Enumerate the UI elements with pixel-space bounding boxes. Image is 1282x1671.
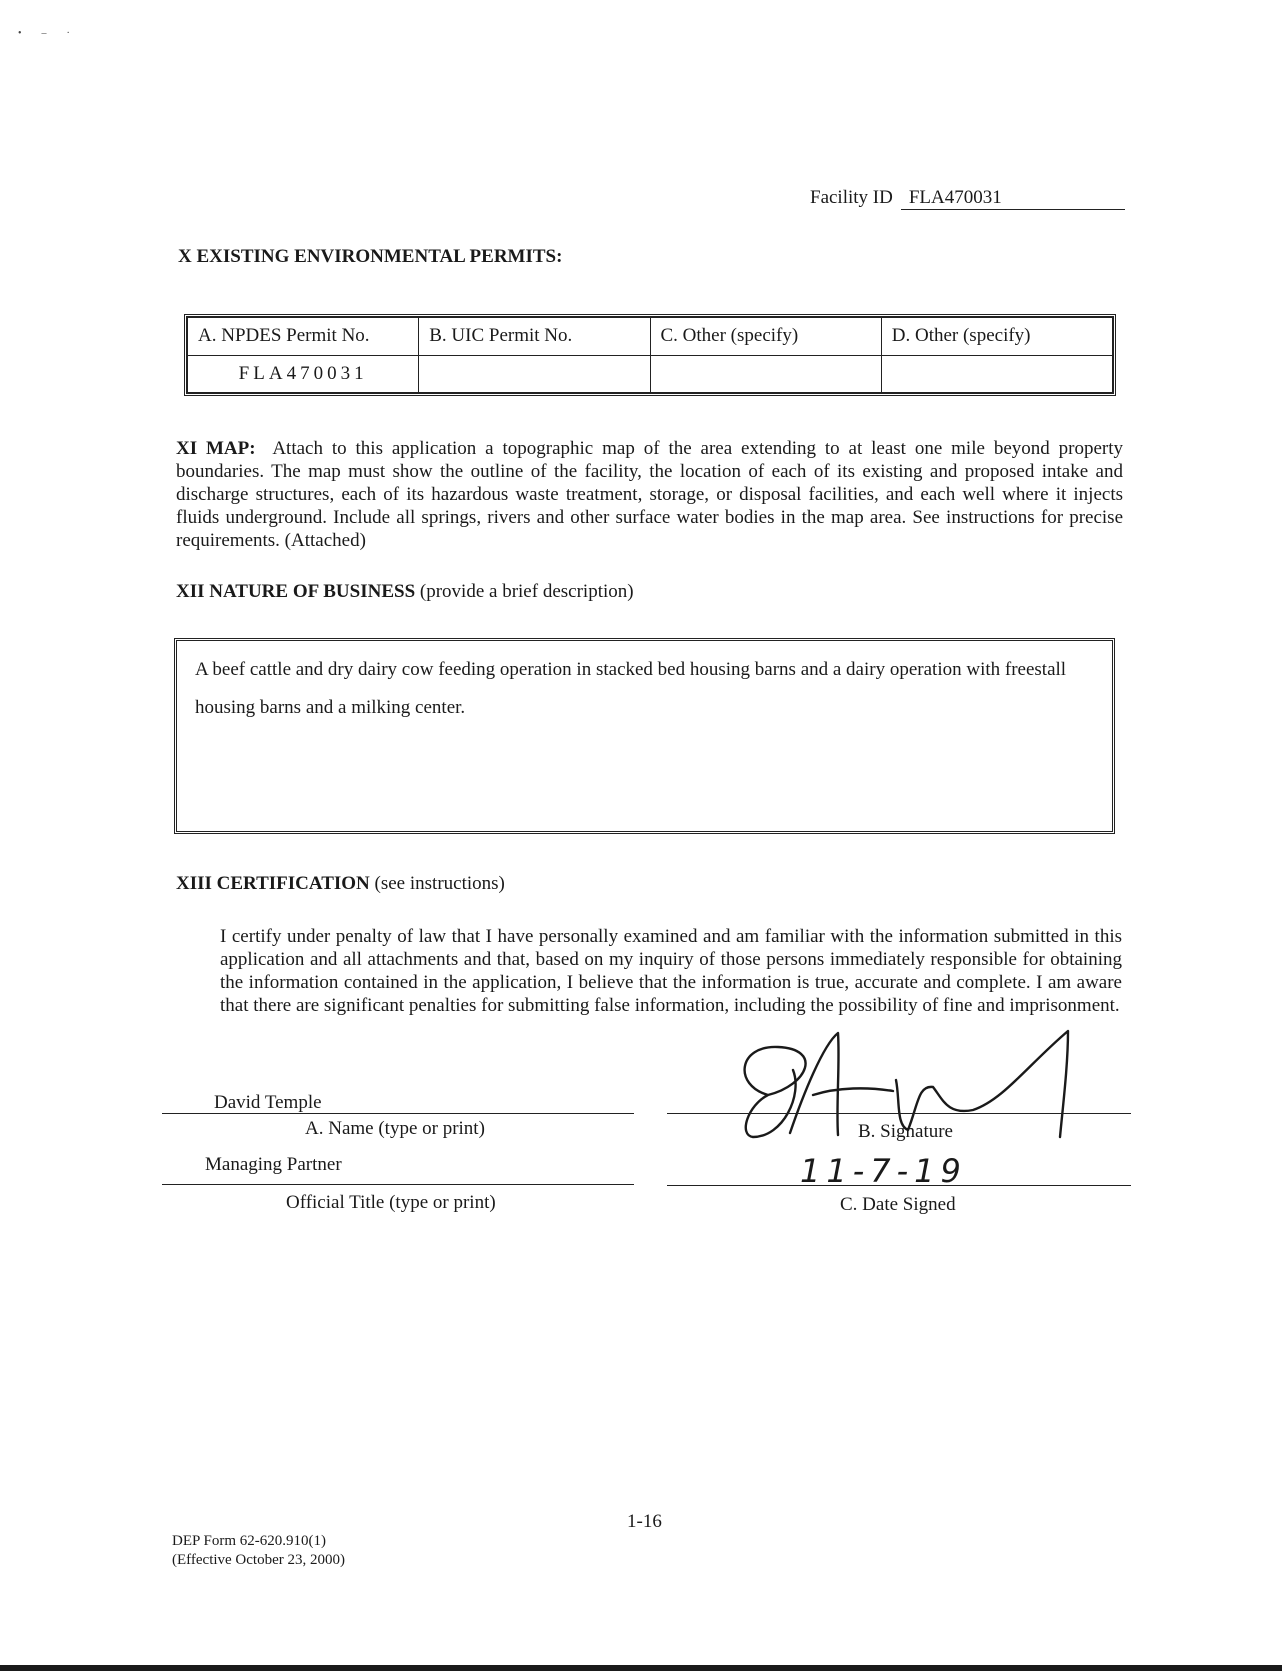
business-heading-title: XII NATURE OF BUSINESS: [176, 581, 416, 602]
permits-value-row: [188, 355, 1113, 393]
permit-value-other-d: [881, 355, 1112, 393]
map-heading: XI MAP:: [176, 438, 256, 459]
date-value: 11-7-19: [800, 1152, 967, 1190]
facility-id: [810, 187, 1125, 210]
page-number: 1-16: [627, 1511, 662, 1532]
business-description-box: [174, 638, 1115, 834]
permit-col-other-c: C. Other (specify): [650, 318, 881, 356]
permit-value-other-c: [650, 355, 881, 393]
permit-value-uic: [419, 355, 650, 393]
map-text: Attach to this application a topographic map of the area extending to at least one mile beyond property boundaries. The map must show the outline of the facility, the location of each of its existing and proposed intake and discharge structures, each of its hazardous waste treatment, storage, or disposal facilities, and each well where it injects fluids underground. Include all springs, rivers and other surface water bodies in the map area. See instructions for precise requirements. (Attached): [176, 438, 1124, 551]
date-line: [667, 1185, 1131, 1186]
permits-table: [184, 314, 1116, 396]
title-value: Managing Partner: [205, 1154, 342, 1175]
form-effective-date: (Effective October 23, 2000): [172, 1552, 345, 1568]
form-identifier: [172, 1532, 345, 1570]
permits-heading: X EXISTING ENVIRONMENTAL PERMITS:: [178, 246, 563, 267]
name-value: David Temple: [214, 1092, 322, 1113]
title-line: [162, 1184, 634, 1185]
name-line: [162, 1113, 634, 1114]
business-description: A beef cattle and dry dairy cow feeding operation in stacked bed housing barns and a dairy operation with freestall housing barns and a milking center.: [195, 659, 1067, 718]
business-heading: [176, 581, 634, 603]
certification-heading: [176, 873, 505, 895]
certification-text: I certify under penalty of law that I have personally examined and am familiar with the information submitted in this application and all attachments and that, based on my inquiry of those persons immediately responsible for obtaining the information contained in the application, I believe that the information is true, accurate and complete. I am aware that there are significant penalties for submitting false information, including the possibility of fine and imprisonment.: [220, 926, 1122, 1016]
permit-col-other-d: D. Other (specify): [881, 318, 1112, 356]
scan-edge: [0, 1665, 1282, 1671]
name-label: A. Name (type or print): [305, 1118, 485, 1139]
scan-specks: •–·: [18, 28, 90, 39]
business-heading-note: (provide a brief description): [419, 581, 634, 602]
title-label: Official Title (type or print): [286, 1192, 496, 1213]
signature-label: B. Signature: [858, 1121, 953, 1142]
facility-id-label: Facility ID: [810, 187, 893, 208]
date-label: C. Date Signed: [840, 1194, 956, 1215]
permits-header-row: [188, 318, 1113, 356]
certification-heading-title: XIII CERTIFICATION: [176, 873, 370, 894]
permit-col-npdes: A. NPDES Permit No.: [188, 318, 419, 356]
certification-heading-note: (see instructions): [374, 873, 505, 894]
permit-col-uic: B. UIC Permit No.: [419, 318, 650, 356]
signature-line: [667, 1113, 1131, 1114]
map-section: [176, 437, 1123, 552]
form-id: DEP Form 62-620.910(1): [172, 1533, 327, 1549]
facility-id-value: FLA470031: [901, 187, 1125, 210]
permit-value-npdes: FLA470031: [188, 355, 419, 393]
